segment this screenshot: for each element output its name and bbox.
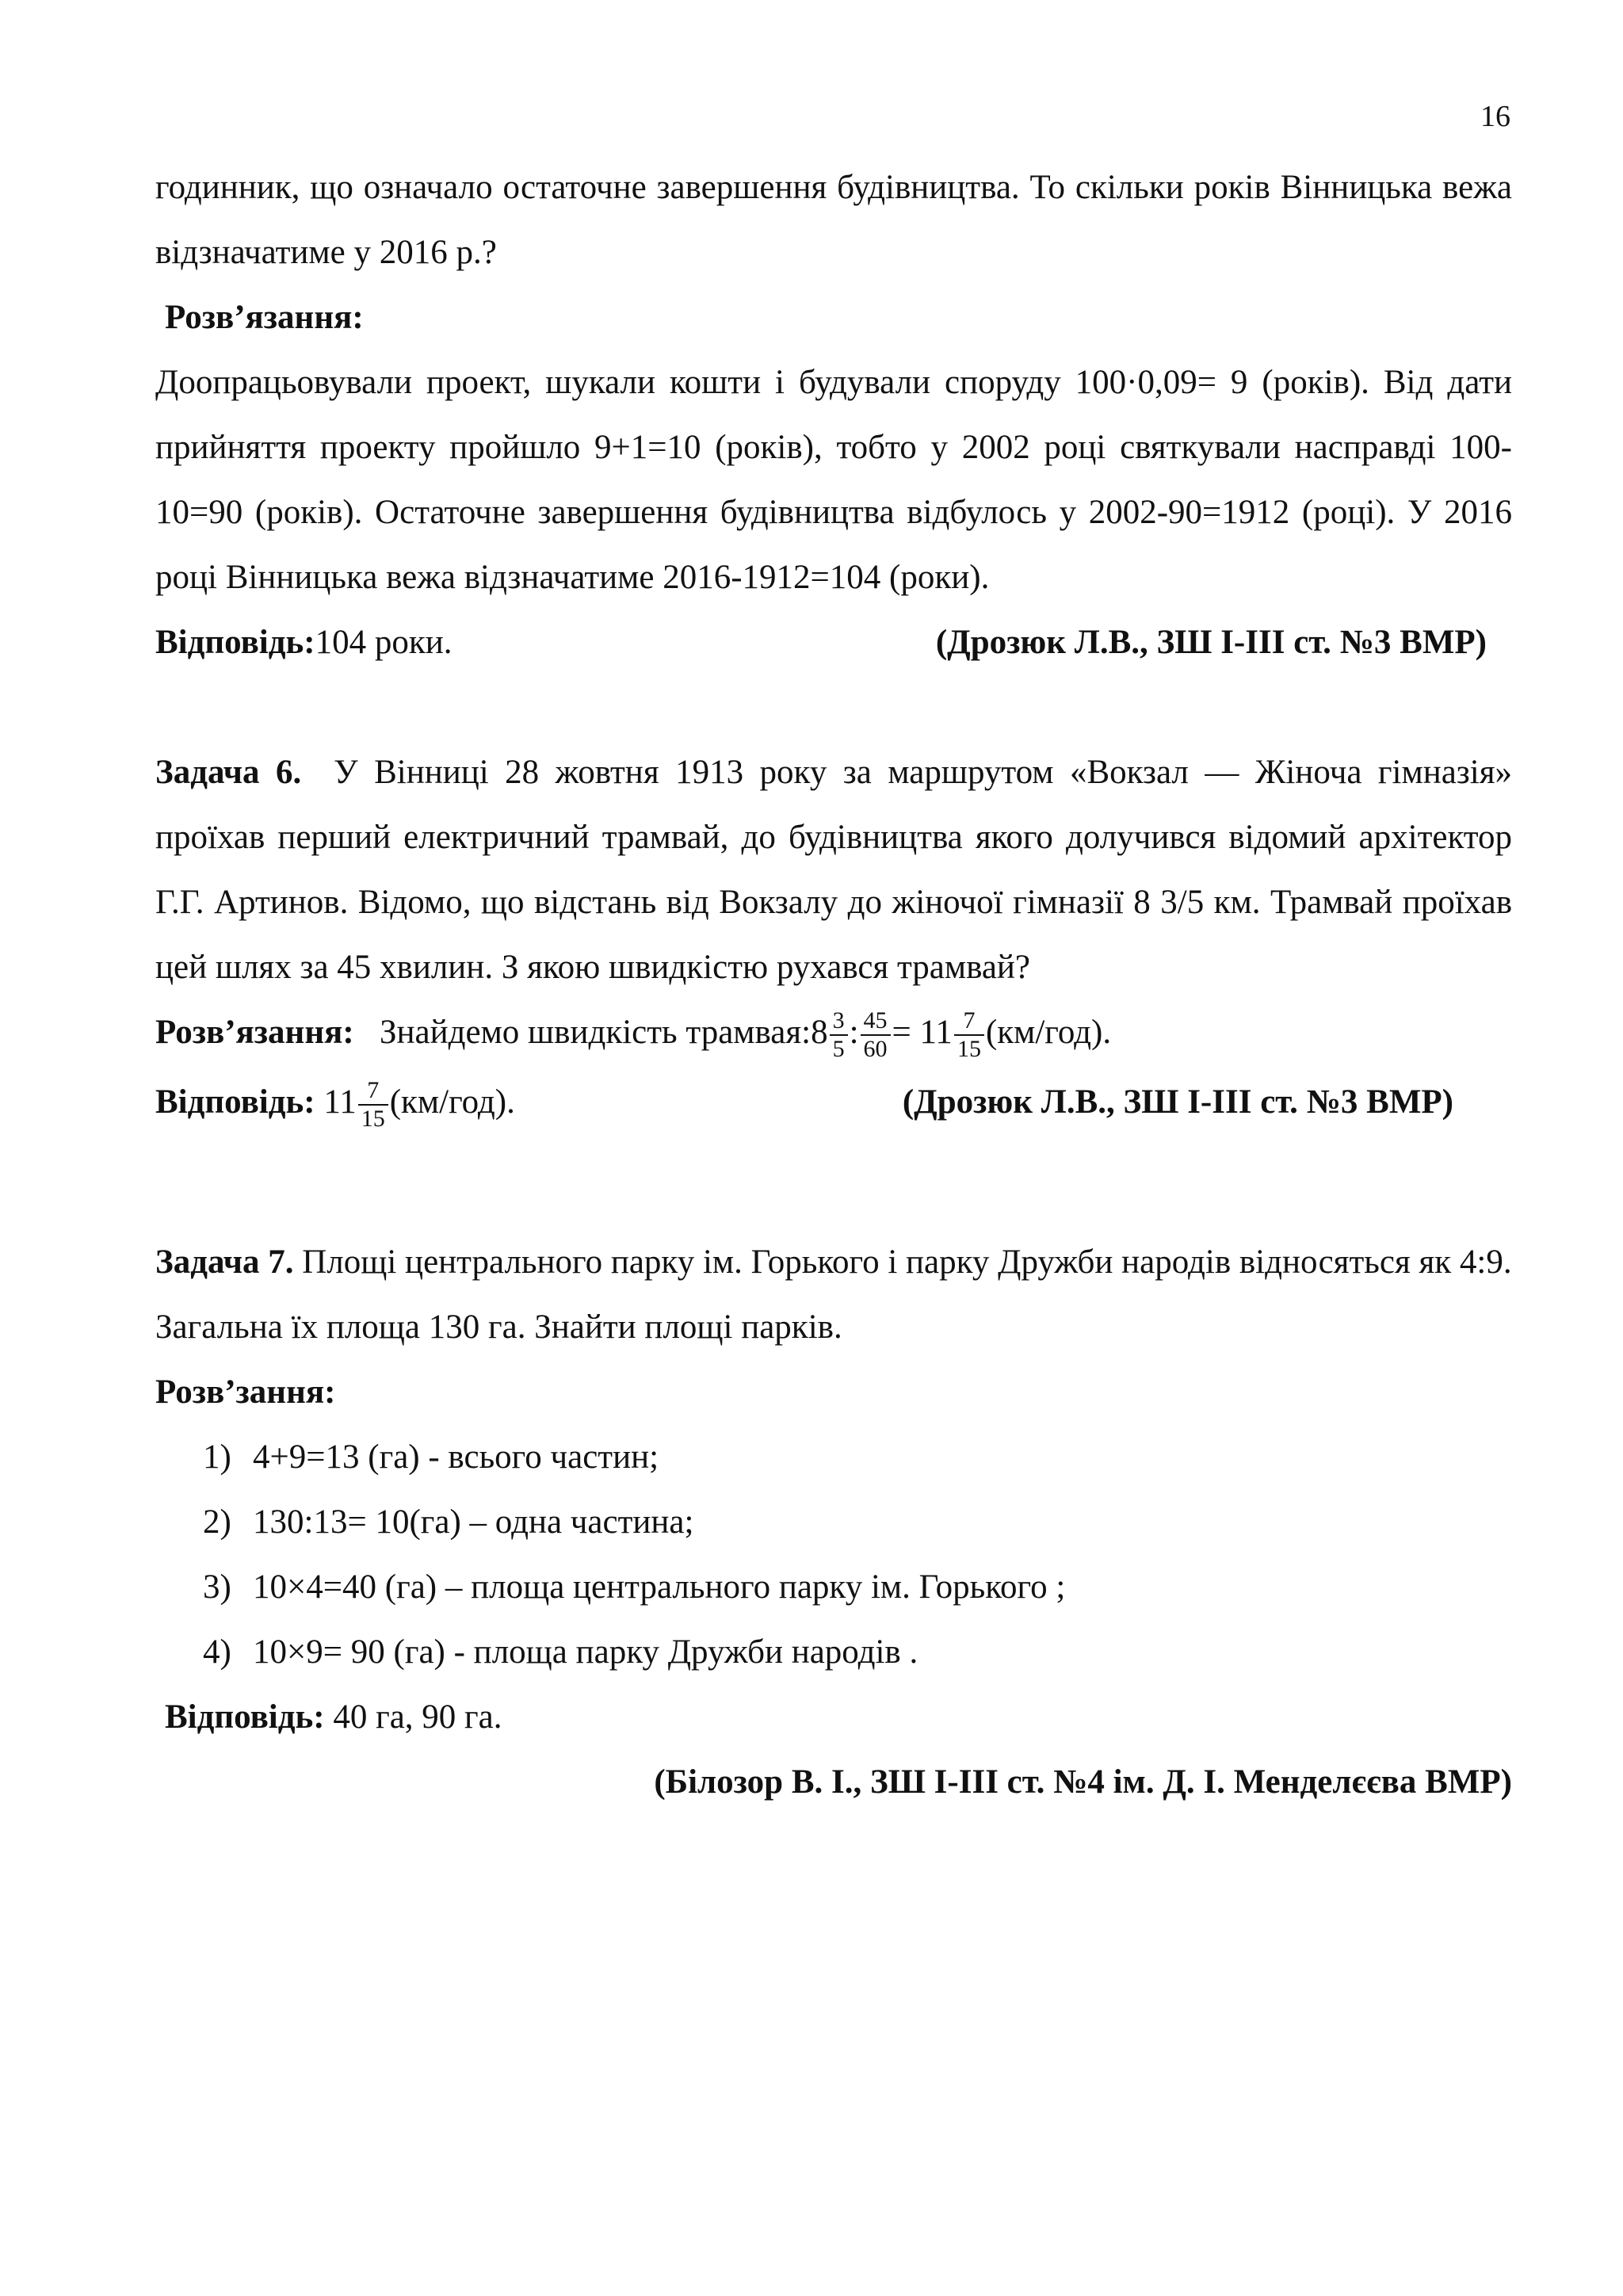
- page-number: 16: [1480, 100, 1510, 133]
- task6-answer-label: Відповідь:: [155, 1083, 315, 1121]
- task5-solution-label: Розв’язання:: [165, 299, 364, 336]
- step-number: 2): [203, 1503, 231, 1541]
- task5-answer-line: [155, 610, 1487, 675]
- list-item: [155, 1490, 1512, 1555]
- fraction-numerator: 45: [861, 1007, 891, 1036]
- task6-solution-prefix: Знайдемо швидкість трамвая:8: [379, 1014, 828, 1051]
- task6-title: Задача 6.: [155, 754, 302, 791]
- fraction-45-60: [861, 1007, 891, 1063]
- step-number: 4): [203, 1633, 231, 1671]
- task5-solution-text: Доопрацьовували проект, шукали кошти і будували споруду 100·0,09= 9 (років). Від дати прийняття проекту пройшло 9+1=10 (років), тобто у 2002 році святкували насправді 100-10=90 (років). Остаточне завершення будівництва відбулось у 2002-90=1912 (році). У 2016 році Вінницька вежа відзначатиме 2016-1912=104 (роки).: [155, 364, 1512, 596]
- task7-author: (Білозор В. І., ЗШ І-ІІІ ст. №4 ім. Д. І. Менделєєва ВМР): [654, 1763, 1512, 1801]
- list-item: [155, 1425, 1512, 1490]
- task6-paragraph: [155, 740, 1512, 1000]
- task6-answer-line: [155, 1070, 1453, 1135]
- task5-answer-label: Відповідь:: [155, 624, 315, 661]
- step-text: 4+9=13 (га) - всього частин;: [253, 1438, 659, 1476]
- page-content: [155, 155, 1512, 1815]
- task6-solution-line: [155, 1000, 1512, 1065]
- spacer: [155, 1135, 1512, 1230]
- step-text: 10×4=40 (га) – площа центрального парку ім. Горького ;: [253, 1568, 1066, 1606]
- fraction-numerator: 3: [830, 1007, 848, 1036]
- step-text: 10×9= 90 (га) - площа парку Дружби народів .: [253, 1633, 918, 1671]
- fraction-denominator: 15: [957, 1036, 981, 1063]
- task7-title: Задача 7.: [155, 1244, 294, 1281]
- task6-answer: [155, 1070, 515, 1135]
- fraction-3-5: [830, 1007, 848, 1063]
- list-item: [155, 1555, 1512, 1620]
- task5-answer-value: 104 роки.: [315, 624, 453, 661]
- task6-text: У Вінниці 28 жовтня 1913 року за маршрутом «Вокзал — Жіноча гімназія» проїхав перший електричний трамвай, до будівництва якого долучився відомий архітектор Г.Г. Артинов. Відомо, що відстань від Вокзалу до жіночої гімназії 8 3/5 км. Трамвай проїхав цей шлях за 45 хвилин. З якою швидкістю рухався трамвай?: [155, 754, 1512, 986]
- task7-paragraph: [155, 1230, 1512, 1360]
- fraction-denominator: 60: [863, 1036, 888, 1063]
- fraction-denominator: 15: [361, 1106, 385, 1133]
- task7-text: Площі центрального парку ім. Горького і парку Дружби народів відносяться як 4:9. Загальна їх площа 130 га. Знайти площі парків.: [155, 1244, 1512, 1346]
- task7-steps-list: [155, 1425, 1512, 1685]
- unit-text: (км/год).: [985, 1014, 1112, 1051]
- list-item: [155, 1620, 1512, 1685]
- fraction-numerator: 7: [358, 1077, 388, 1106]
- fraction-numerator: 7: [954, 1007, 984, 1036]
- step-text: 130:13= 10(га) – одна частина;: [253, 1503, 694, 1541]
- colon-sign: :: [849, 1014, 859, 1051]
- task5-author: (Дрозюк Л.В., ЗШ І-ІІІ ст. №3 ВМР): [935, 624, 1487, 661]
- task7-answer-value: 40 га, 90 га.: [324, 1698, 502, 1736]
- spacer: [155, 675, 1512, 740]
- task5-continuation-text: годинник, що означало остаточне завершення будівництва. То скільки років Вінницька вежа відзначатиме у 2016 р.?: [155, 169, 1512, 271]
- fraction-7-15: [954, 1007, 984, 1063]
- task6-answer-unit: (км/год).: [389, 1083, 515, 1121]
- task6-author: (Дрозюк Л.В., ЗШ І-ІІІ ст. №3 ВМР): [902, 1083, 1453, 1121]
- task7-answer: [155, 1685, 1512, 1750]
- task7-solution-label: Розв’зання:: [155, 1373, 336, 1411]
- equals-result: = 11: [892, 1014, 953, 1051]
- step-number: 1): [203, 1438, 231, 1476]
- step-number: 3): [203, 1568, 231, 1606]
- answer-fraction-7-15: [358, 1077, 388, 1133]
- task6-answer-whole: 11: [315, 1083, 357, 1121]
- fraction-denominator: 5: [832, 1036, 845, 1063]
- task5-answer: [155, 610, 452, 675]
- task7-answer-label: Відповідь:: [165, 1698, 325, 1736]
- task6-solution-label: Розв’язання:: [155, 1014, 354, 1051]
